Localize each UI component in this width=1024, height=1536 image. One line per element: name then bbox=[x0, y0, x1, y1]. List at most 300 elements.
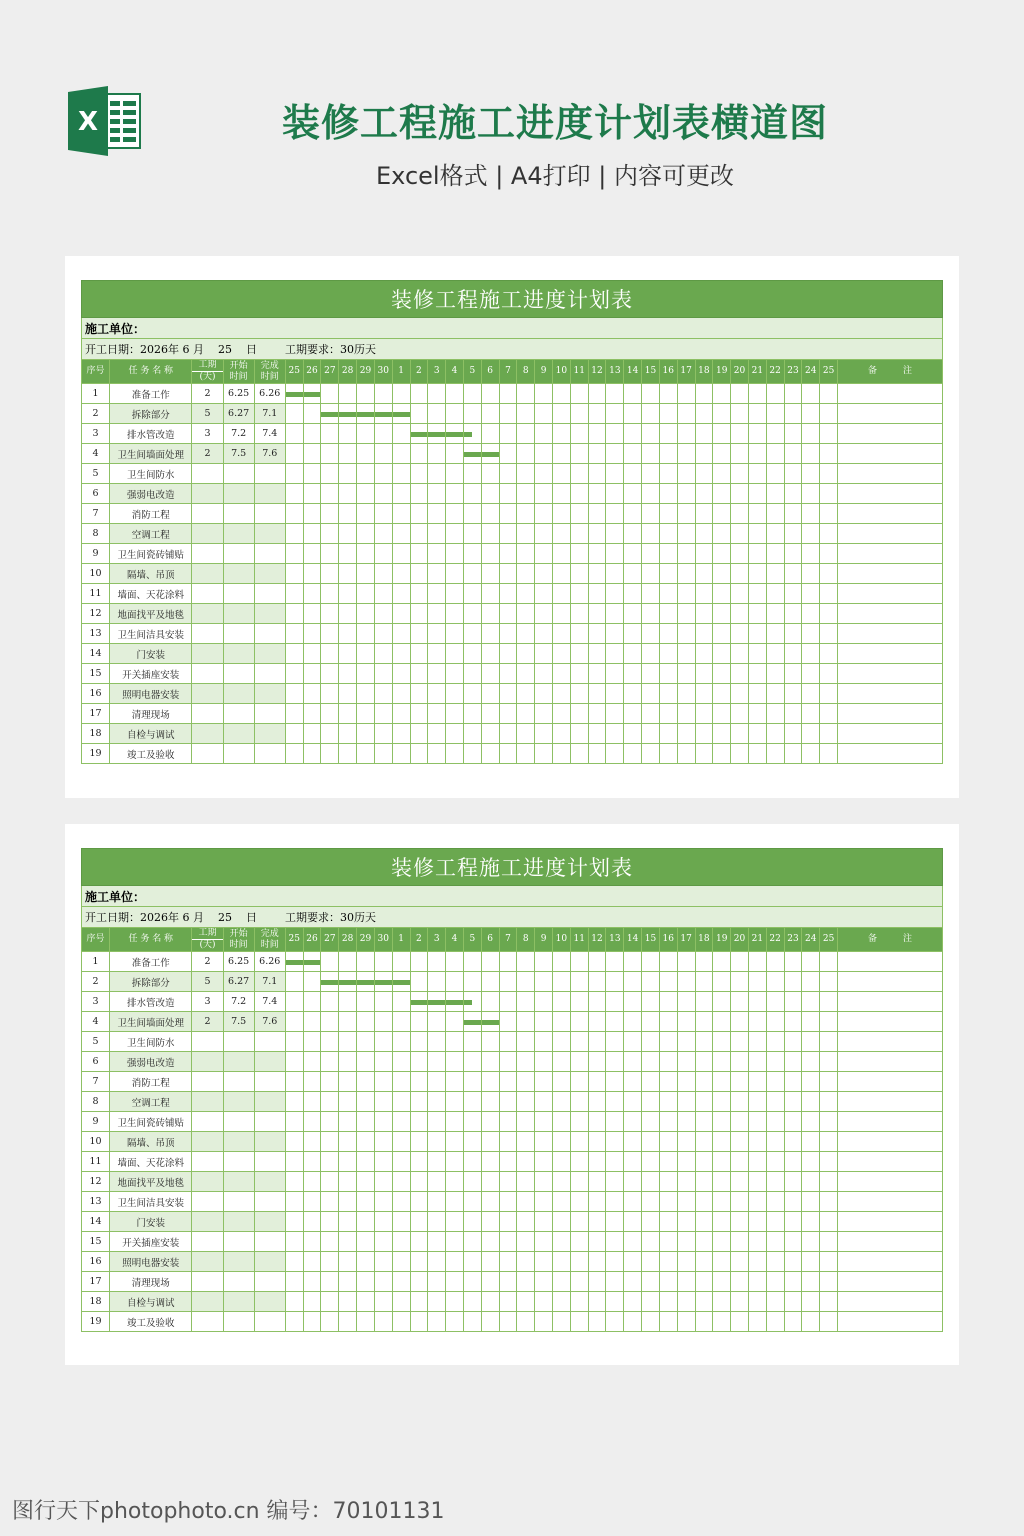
day-cell bbox=[731, 724, 749, 744]
day-cell bbox=[731, 1012, 749, 1032]
day-cell bbox=[606, 624, 624, 644]
day-cell bbox=[303, 684, 321, 704]
day-cell bbox=[553, 724, 571, 744]
day-cell bbox=[624, 624, 642, 644]
day-cell bbox=[321, 1032, 339, 1052]
day-cell bbox=[624, 404, 642, 424]
day-cell bbox=[624, 664, 642, 684]
day-cell bbox=[517, 464, 535, 484]
day-cell bbox=[303, 744, 321, 764]
day-cell bbox=[748, 1312, 766, 1332]
day-cell bbox=[553, 972, 571, 992]
gantt-bar bbox=[357, 980, 374, 985]
day-cell bbox=[285, 704, 303, 724]
day-cell bbox=[481, 1012, 499, 1032]
day-cell bbox=[374, 564, 392, 584]
day-cell bbox=[392, 1272, 410, 1292]
day-cell bbox=[677, 584, 695, 604]
task-start bbox=[223, 1152, 254, 1172]
day-cell bbox=[285, 444, 303, 464]
day-cell bbox=[428, 992, 446, 1012]
day-cell bbox=[535, 504, 553, 524]
task-name: 隔墙、吊顶 bbox=[110, 564, 192, 584]
day-cell bbox=[303, 1152, 321, 1172]
day-cell bbox=[820, 1212, 838, 1232]
day-cell bbox=[428, 1232, 446, 1252]
day-cell bbox=[606, 384, 624, 404]
day-cell bbox=[766, 644, 784, 664]
gantt-bar bbox=[464, 1020, 481, 1025]
day-cell bbox=[517, 444, 535, 464]
day-cell bbox=[624, 1292, 642, 1312]
day-cell bbox=[677, 992, 695, 1012]
task-start bbox=[223, 1192, 254, 1212]
day-cell bbox=[321, 544, 339, 564]
task-duration bbox=[192, 544, 223, 564]
day-cell bbox=[588, 1092, 606, 1112]
start-year: 2026年 bbox=[140, 911, 179, 924]
day-cell bbox=[695, 664, 713, 684]
day-cell bbox=[339, 1032, 357, 1052]
day-cell bbox=[463, 684, 481, 704]
day-cell bbox=[463, 1012, 481, 1032]
day-cell bbox=[446, 1052, 464, 1072]
day-cell bbox=[748, 1212, 766, 1232]
remark-cell bbox=[838, 1252, 943, 1272]
day-cell bbox=[695, 684, 713, 704]
day-header: 6 bbox=[481, 928, 499, 952]
task-end bbox=[254, 1212, 285, 1232]
task-name: 卫生间墙面处理 bbox=[110, 444, 192, 464]
gantt-bar bbox=[393, 412, 410, 417]
day-cell bbox=[731, 464, 749, 484]
day-cell bbox=[410, 1312, 428, 1332]
day-cell bbox=[642, 1092, 660, 1112]
day-cell bbox=[321, 424, 339, 444]
day-cell bbox=[285, 684, 303, 704]
day-cell bbox=[766, 972, 784, 992]
day-cell bbox=[695, 992, 713, 1012]
table-row bbox=[82, 644, 943, 664]
day-cell bbox=[392, 1212, 410, 1232]
day-cell bbox=[357, 684, 375, 704]
day-cell bbox=[677, 704, 695, 724]
day-cell bbox=[517, 484, 535, 504]
day-cell bbox=[357, 952, 375, 972]
day-cell bbox=[642, 624, 660, 644]
task-no: 6 bbox=[82, 1052, 110, 1072]
day-cell bbox=[570, 404, 588, 424]
day-cell bbox=[553, 744, 571, 764]
day-cell bbox=[463, 1152, 481, 1172]
day-header: 21 bbox=[748, 360, 766, 384]
start-day: 25 bbox=[218, 911, 232, 924]
day-header: 14 bbox=[624, 928, 642, 952]
day-cell bbox=[659, 1192, 677, 1212]
day-cell bbox=[606, 644, 624, 664]
task-end bbox=[254, 464, 285, 484]
table-row bbox=[82, 744, 943, 764]
day-cell bbox=[392, 1052, 410, 1072]
day-header: 10 bbox=[553, 928, 571, 952]
day-cell bbox=[410, 1232, 428, 1252]
col-duration-bottom: (天) bbox=[199, 940, 216, 950]
day-cell bbox=[606, 1272, 624, 1292]
day-cell bbox=[588, 1172, 606, 1192]
col-seq: 序号 bbox=[82, 360, 110, 384]
day-cell bbox=[535, 972, 553, 992]
day-cell bbox=[570, 464, 588, 484]
day-cell bbox=[731, 1132, 749, 1152]
day-cell bbox=[481, 624, 499, 644]
day-cell bbox=[820, 684, 838, 704]
day-cell bbox=[285, 624, 303, 644]
day-cell bbox=[695, 1192, 713, 1212]
day-cell bbox=[659, 664, 677, 684]
day-cell bbox=[446, 1112, 464, 1132]
day-header: 16 bbox=[659, 360, 677, 384]
day-cell bbox=[303, 1052, 321, 1072]
day-cell bbox=[357, 1152, 375, 1172]
gantt-bar bbox=[357, 412, 374, 417]
day-header: 11 bbox=[570, 360, 588, 384]
day-cell bbox=[446, 484, 464, 504]
day-cell bbox=[820, 1152, 838, 1172]
day-cell bbox=[374, 1072, 392, 1092]
day-cell bbox=[766, 1032, 784, 1052]
day-cell bbox=[446, 992, 464, 1012]
day-cell bbox=[784, 424, 802, 444]
day-cell bbox=[642, 1292, 660, 1312]
day-cell bbox=[553, 1172, 571, 1192]
day-cell bbox=[784, 504, 802, 524]
remark-cell bbox=[838, 644, 943, 664]
day-cell bbox=[357, 644, 375, 664]
day-cell bbox=[446, 1172, 464, 1192]
task-no: 18 bbox=[82, 724, 110, 744]
day-cell bbox=[535, 484, 553, 504]
day-cell bbox=[499, 992, 517, 1012]
task-no: 13 bbox=[82, 1192, 110, 1212]
day-cell bbox=[659, 972, 677, 992]
day-cell bbox=[357, 724, 375, 744]
day-cell bbox=[624, 444, 642, 464]
day-cell bbox=[802, 504, 820, 524]
day-cell bbox=[339, 544, 357, 564]
day-cell bbox=[642, 744, 660, 764]
day-cell bbox=[659, 1112, 677, 1132]
day-cell bbox=[553, 1112, 571, 1132]
table-row bbox=[82, 1312, 943, 1332]
task-end bbox=[254, 644, 285, 664]
day-cell bbox=[766, 504, 784, 524]
gantt-bar bbox=[339, 980, 356, 985]
day-cell bbox=[748, 584, 766, 604]
day-cell bbox=[677, 1112, 695, 1132]
day-cell bbox=[428, 724, 446, 744]
task-name: 卫生间洁具安装 bbox=[110, 624, 192, 644]
day-cell bbox=[499, 704, 517, 724]
day-cell bbox=[392, 1232, 410, 1252]
day-cell bbox=[357, 484, 375, 504]
gantt-bar bbox=[304, 960, 321, 965]
day-cell bbox=[339, 1172, 357, 1192]
day-cell bbox=[695, 644, 713, 664]
task-start bbox=[223, 684, 254, 704]
day-cell bbox=[713, 444, 731, 464]
task-end bbox=[254, 564, 285, 584]
day-cell bbox=[481, 1032, 499, 1052]
task-no: 18 bbox=[82, 1292, 110, 1312]
day-cell bbox=[802, 1212, 820, 1232]
day-cell bbox=[357, 404, 375, 424]
day-cell bbox=[570, 444, 588, 464]
day-cell bbox=[499, 1272, 517, 1292]
day-cell bbox=[820, 424, 838, 444]
day-cell bbox=[802, 1112, 820, 1132]
day-cell bbox=[659, 404, 677, 424]
day-cell bbox=[642, 644, 660, 664]
day-cell bbox=[499, 1072, 517, 1092]
day-cell bbox=[606, 952, 624, 972]
day-cell bbox=[535, 424, 553, 444]
day-cell bbox=[588, 1112, 606, 1132]
day-cell bbox=[713, 504, 731, 524]
day-cell bbox=[713, 1152, 731, 1172]
task-no: 3 bbox=[82, 424, 110, 444]
day-cell bbox=[303, 972, 321, 992]
day-cell bbox=[588, 504, 606, 524]
day-cell bbox=[695, 504, 713, 524]
day-cell bbox=[499, 1152, 517, 1172]
day-cell bbox=[606, 1212, 624, 1232]
task-name: 卫生间瓷砖铺贴 bbox=[110, 544, 192, 564]
task-end bbox=[254, 1092, 285, 1112]
day-cell bbox=[517, 952, 535, 972]
day-cell bbox=[321, 524, 339, 544]
day-cell bbox=[695, 1312, 713, 1332]
day-cell bbox=[392, 1312, 410, 1332]
day-cell bbox=[499, 604, 517, 624]
day-cell bbox=[410, 972, 428, 992]
day-cell bbox=[481, 1272, 499, 1292]
day-cell bbox=[374, 584, 392, 604]
day-cell bbox=[285, 992, 303, 1012]
task-no: 15 bbox=[82, 664, 110, 684]
day-cell bbox=[428, 1032, 446, 1052]
day-cell bbox=[392, 624, 410, 644]
day-cell bbox=[285, 1312, 303, 1332]
day-cell bbox=[463, 1132, 481, 1152]
day-cell bbox=[731, 584, 749, 604]
day-cell bbox=[642, 972, 660, 992]
day-cell bbox=[748, 1252, 766, 1272]
day-cell bbox=[748, 1152, 766, 1172]
task-duration: 3 bbox=[192, 992, 223, 1012]
day-cell bbox=[446, 1072, 464, 1092]
page-header bbox=[0, 0, 1024, 230]
day-cell bbox=[392, 464, 410, 484]
day-cell bbox=[517, 1192, 535, 1212]
day-cell bbox=[446, 444, 464, 464]
day-cell bbox=[392, 1172, 410, 1192]
day-cell bbox=[446, 1292, 464, 1312]
day-cell bbox=[463, 1292, 481, 1312]
day-cell bbox=[677, 644, 695, 664]
day-cell bbox=[642, 1252, 660, 1272]
day-cell bbox=[766, 1092, 784, 1112]
remark-cell bbox=[838, 1212, 943, 1232]
day-cell bbox=[553, 544, 571, 564]
day-header: 22 bbox=[766, 360, 784, 384]
day-cell bbox=[285, 1012, 303, 1032]
day-cell bbox=[677, 1192, 695, 1212]
task-no: 19 bbox=[82, 1312, 110, 1332]
day-cell bbox=[392, 404, 410, 424]
day-cell bbox=[766, 604, 784, 624]
date-row bbox=[82, 907, 943, 928]
day-cell bbox=[766, 384, 784, 404]
day-cell bbox=[659, 644, 677, 664]
day-cell bbox=[446, 564, 464, 584]
day-cell bbox=[820, 564, 838, 584]
day-cell bbox=[321, 1312, 339, 1332]
day-cell bbox=[624, 1192, 642, 1212]
schedule-table bbox=[81, 280, 943, 764]
day-cell bbox=[321, 604, 339, 624]
task-no: 5 bbox=[82, 1032, 110, 1052]
day-header: 2 bbox=[410, 928, 428, 952]
day-cell bbox=[339, 524, 357, 544]
day-cell bbox=[642, 464, 660, 484]
day-cell bbox=[642, 404, 660, 424]
day-cell bbox=[499, 1212, 517, 1232]
day-cell bbox=[588, 1052, 606, 1072]
day-header: 13 bbox=[606, 360, 624, 384]
day-cell bbox=[695, 404, 713, 424]
day-cell bbox=[535, 1112, 553, 1132]
day-header: 27 bbox=[321, 928, 339, 952]
day-cell bbox=[285, 1032, 303, 1052]
day-header: 20 bbox=[731, 928, 749, 952]
day-cell bbox=[481, 664, 499, 684]
day-cell bbox=[784, 1172, 802, 1192]
gantt-bar bbox=[411, 432, 428, 437]
day-cell bbox=[463, 1252, 481, 1272]
day-cell bbox=[410, 584, 428, 604]
day-cell bbox=[321, 1232, 339, 1252]
day-cell bbox=[802, 604, 820, 624]
requirement: 工期要求：30历天 bbox=[285, 911, 376, 924]
day-cell bbox=[410, 464, 428, 484]
day-cell bbox=[784, 1272, 802, 1292]
day-cell bbox=[553, 1192, 571, 1212]
day-cell bbox=[392, 584, 410, 604]
day-cell bbox=[463, 664, 481, 684]
col-duration-bottom: (天) bbox=[199, 372, 216, 382]
table-row bbox=[82, 584, 943, 604]
task-start bbox=[223, 604, 254, 624]
day-cell bbox=[535, 724, 553, 744]
day-cell bbox=[570, 544, 588, 564]
table-row bbox=[82, 1292, 943, 1312]
day-cell bbox=[463, 1072, 481, 1092]
col-end bbox=[254, 360, 285, 384]
day-cell bbox=[481, 992, 499, 1012]
day-cell bbox=[339, 464, 357, 484]
day-cell bbox=[731, 1232, 749, 1252]
day-cell bbox=[499, 464, 517, 484]
task-end bbox=[254, 1112, 285, 1132]
start-day-unit: 日 bbox=[246, 343, 257, 356]
day-cell bbox=[463, 992, 481, 1012]
day-cell bbox=[463, 384, 481, 404]
day-cell bbox=[499, 744, 517, 764]
day-cell bbox=[481, 604, 499, 624]
day-cell bbox=[553, 624, 571, 644]
col-end-top: 完成 bbox=[260, 928, 279, 939]
task-end bbox=[254, 604, 285, 624]
day-cell bbox=[606, 1132, 624, 1152]
task-duration bbox=[192, 1152, 223, 1172]
day-cell bbox=[642, 1272, 660, 1292]
day-cell bbox=[695, 564, 713, 584]
day-cell bbox=[570, 1312, 588, 1332]
remark-cell bbox=[838, 1052, 943, 1072]
day-cell bbox=[321, 1012, 339, 1032]
day-cell bbox=[624, 524, 642, 544]
day-cell bbox=[374, 684, 392, 704]
day-cell bbox=[446, 624, 464, 644]
day-cell bbox=[606, 404, 624, 424]
day-cell bbox=[570, 624, 588, 644]
day-cell bbox=[677, 444, 695, 464]
day-cell bbox=[535, 584, 553, 604]
day-cell bbox=[659, 724, 677, 744]
day-cell bbox=[784, 684, 802, 704]
day-cell bbox=[606, 992, 624, 1012]
day-cell bbox=[802, 444, 820, 464]
day-cell bbox=[570, 1212, 588, 1232]
day-cell bbox=[499, 972, 517, 992]
day-cell bbox=[428, 1092, 446, 1112]
day-cell bbox=[481, 1212, 499, 1232]
day-cell bbox=[410, 1112, 428, 1132]
day-cell bbox=[357, 1172, 375, 1192]
day-cell bbox=[285, 1252, 303, 1272]
remark-cell bbox=[838, 404, 943, 424]
day-cell bbox=[321, 1112, 339, 1132]
day-cell bbox=[748, 1112, 766, 1132]
day-header: 2 bbox=[410, 360, 428, 384]
start-month: 6 月 bbox=[182, 911, 204, 924]
day-cell bbox=[553, 1012, 571, 1032]
task-duration bbox=[192, 724, 223, 744]
day-cell bbox=[731, 1172, 749, 1192]
day-cell bbox=[695, 1172, 713, 1192]
gantt-bar bbox=[446, 1000, 463, 1005]
day-cell bbox=[463, 524, 481, 544]
day-cell bbox=[606, 544, 624, 564]
day-cell bbox=[802, 1192, 820, 1212]
day-cell bbox=[820, 524, 838, 544]
day-cell bbox=[410, 992, 428, 1012]
day-cell bbox=[499, 1232, 517, 1252]
day-cell bbox=[339, 404, 357, 424]
day-cell bbox=[303, 504, 321, 524]
table-row bbox=[82, 1132, 943, 1152]
day-cell bbox=[517, 1112, 535, 1132]
